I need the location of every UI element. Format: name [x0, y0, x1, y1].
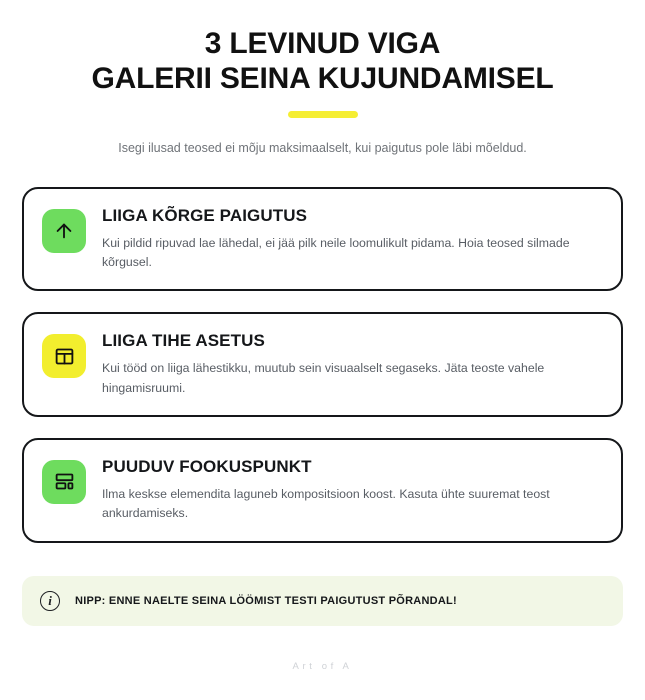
- list-item[interactable]: [22, 187, 623, 292]
- card-description: Ilma keskse elemendita laguneb kompositsioon koost. Kasuta ühte suuremat teost ankurdamiseks.: [102, 486, 550, 521]
- page-title-line-2: GALERII SEINA KUJUNDAMISEL: [91, 62, 554, 96]
- card-description: Kui pildid ripuvad lae lähedal, ei jää pilk neile loomulikult pidama. Hoia teosed silmade kõrgusel.: [102, 235, 570, 270]
- footer-brand: Art of A: [292, 661, 353, 672]
- list-item[interactable]: [22, 312, 623, 417]
- card-icon-container: [42, 334, 86, 378]
- layout-columns-icon: [54, 346, 75, 367]
- info-icon: i: [40, 591, 60, 611]
- card-title: LIIGA TIHE ASETUS: [102, 331, 265, 351]
- tip-text: NIPP: ENNE NAELTE SEINA LÖÖMIST TESTI PAIGUTUST PÕRANDAL!: [75, 594, 457, 607]
- page-title-line-1: 3 LEVINUD VIGA: [204, 27, 441, 60]
- card-title: LIIGA KÕRGE PAIGUTUS: [102, 205, 308, 225]
- card-body: [102, 331, 601, 398]
- card-icon-container: [42, 460, 86, 504]
- card-icon-container: [42, 209, 86, 253]
- arrow-up-icon: [53, 220, 75, 242]
- tip-banner: [22, 576, 623, 626]
- accent-divider: [288, 111, 358, 118]
- card-body: [102, 206, 601, 273]
- page-title: [0, 26, 645, 97]
- header: [0, 0, 645, 157]
- page-subtitle: Isegi ilusad teosed ei mõju maksimaalselt, kui paigutus pole läbi mõeldud.: [118, 140, 527, 155]
- card-body: [102, 457, 601, 524]
- card-list: [0, 187, 645, 543]
- list-item[interactable]: [22, 438, 623, 543]
- layout-dashboard-icon: [54, 471, 75, 492]
- card-title: PUUDUV FOOKUSPUNKT: [102, 456, 312, 476]
- card-description: Kui tööd on liiga lähestikku, muutub sein visuaalselt segaseks. Jäta teoste vahele hingamisruumi.: [102, 361, 545, 395]
- divider-wrap: [0, 111, 645, 118]
